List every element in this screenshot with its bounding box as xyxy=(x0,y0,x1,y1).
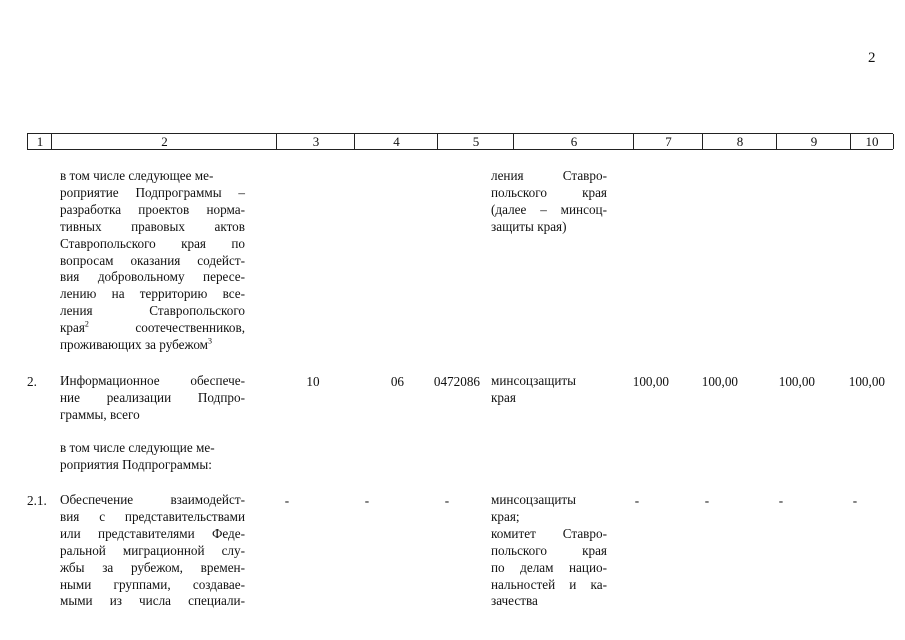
row-2-number: 2. xyxy=(27,374,37,389)
row-2-title xyxy=(60,373,245,424)
title-line: тивных правовых актов xyxy=(60,218,245,234)
row-2-1-title xyxy=(60,492,245,610)
header-cell-10: 10 xyxy=(850,134,894,149)
row-2-col3: 10 xyxy=(306,374,320,389)
page-number: 2 xyxy=(868,50,876,66)
title-line: мыми из числа специали- xyxy=(60,593,245,609)
exec-line: нальностей и ка- xyxy=(491,576,607,592)
title-line: ления Ставропольского xyxy=(60,303,245,319)
exec-line: края xyxy=(491,389,516,405)
title-line: вопросам оказания содейст- xyxy=(60,252,245,268)
exec-line: комитет Ставро- xyxy=(491,525,607,541)
row-2-col7: 100,00 xyxy=(632,374,669,389)
title-line: жбы за рубежом, времен- xyxy=(60,559,245,575)
title-line: роприятия Подпрограммы: xyxy=(60,456,212,472)
row-2-col5: 0472086 xyxy=(433,374,480,389)
title-line: Обеспечение взаимодейст- xyxy=(60,492,245,507)
title-line: лению на территорию все- xyxy=(60,286,245,302)
exec-line: края; xyxy=(491,508,520,524)
title-line: разработка проектов норма- xyxy=(60,201,245,217)
row-2-1-col5: - xyxy=(444,493,450,508)
row-2-1-col8: - xyxy=(704,493,710,508)
row-2-1-col9: - xyxy=(778,493,784,508)
exec-line: по делам нацио- xyxy=(491,559,607,575)
title-line: ние реализации Подпро- xyxy=(60,389,245,405)
row-2-1-col7: - xyxy=(634,493,640,508)
row-intro-executor xyxy=(491,168,607,236)
title-line: Ставропольского края по xyxy=(60,235,245,251)
title-line: в том числе следующие ме- xyxy=(60,440,215,455)
row-2-col10: 100,00 xyxy=(848,374,885,389)
row-2-col4: 06 xyxy=(390,374,404,389)
title-line: ральной миграционной слу- xyxy=(60,542,245,558)
title-line: вия добровольному пересе- xyxy=(60,269,245,285)
exec-line: польского края xyxy=(491,184,607,200)
row-2-executor xyxy=(491,373,607,407)
row-2-subheading xyxy=(60,440,245,474)
title-line: Информационное обеспече- xyxy=(60,373,245,388)
exec-line: (далее – минсоц- xyxy=(491,201,607,217)
exec-line: минсоцзащиты xyxy=(491,492,577,507)
header-cell-4: 4 xyxy=(354,134,438,149)
header-cell-8: 8 xyxy=(702,134,777,149)
row-2-1-col4: - xyxy=(364,493,370,508)
exec-line: ления Ставро- xyxy=(491,168,607,183)
header-cell-1: 1 xyxy=(27,134,52,149)
header-cell-7: 7 xyxy=(633,134,703,149)
row-2-col9: 100,00 xyxy=(778,374,815,389)
title-line: или представителями Феде- xyxy=(60,525,245,541)
exec-line: польского края xyxy=(491,542,607,558)
title-line: края$^2$ соотечественников, xyxy=(60,319,245,336)
exec-line: минсоцзащиты xyxy=(491,373,577,388)
title-line: вия с представительствами xyxy=(60,508,245,524)
title-line: граммы, всего xyxy=(60,406,140,422)
title-line: проживающих за рубежом$^3$ xyxy=(60,336,213,353)
exec-line: защиты края) xyxy=(491,218,567,234)
title-line: роприятие Подпрограммы – xyxy=(60,184,245,200)
header-cell-2: 2 xyxy=(51,134,277,149)
row-intro-title xyxy=(60,168,245,354)
header-cell-3: 3 xyxy=(276,134,355,149)
table-header-row xyxy=(27,133,893,150)
header-cell-9: 9 xyxy=(776,134,851,149)
row-2-1-executor xyxy=(491,492,607,610)
row-2-col8: 100,00 xyxy=(701,374,738,389)
row-2-1-col3: - xyxy=(284,493,290,508)
header-cell-6: 6 xyxy=(513,134,634,149)
title-line: ными группами, создавае- xyxy=(60,576,245,592)
exec-line: зачества xyxy=(491,593,538,609)
row-2-1-col10: - xyxy=(852,493,858,508)
header-cell-5: 5 xyxy=(437,134,514,149)
title-line: в том числе следующее ме- xyxy=(60,168,214,183)
row-2-1-number: 2.1. xyxy=(27,493,47,508)
